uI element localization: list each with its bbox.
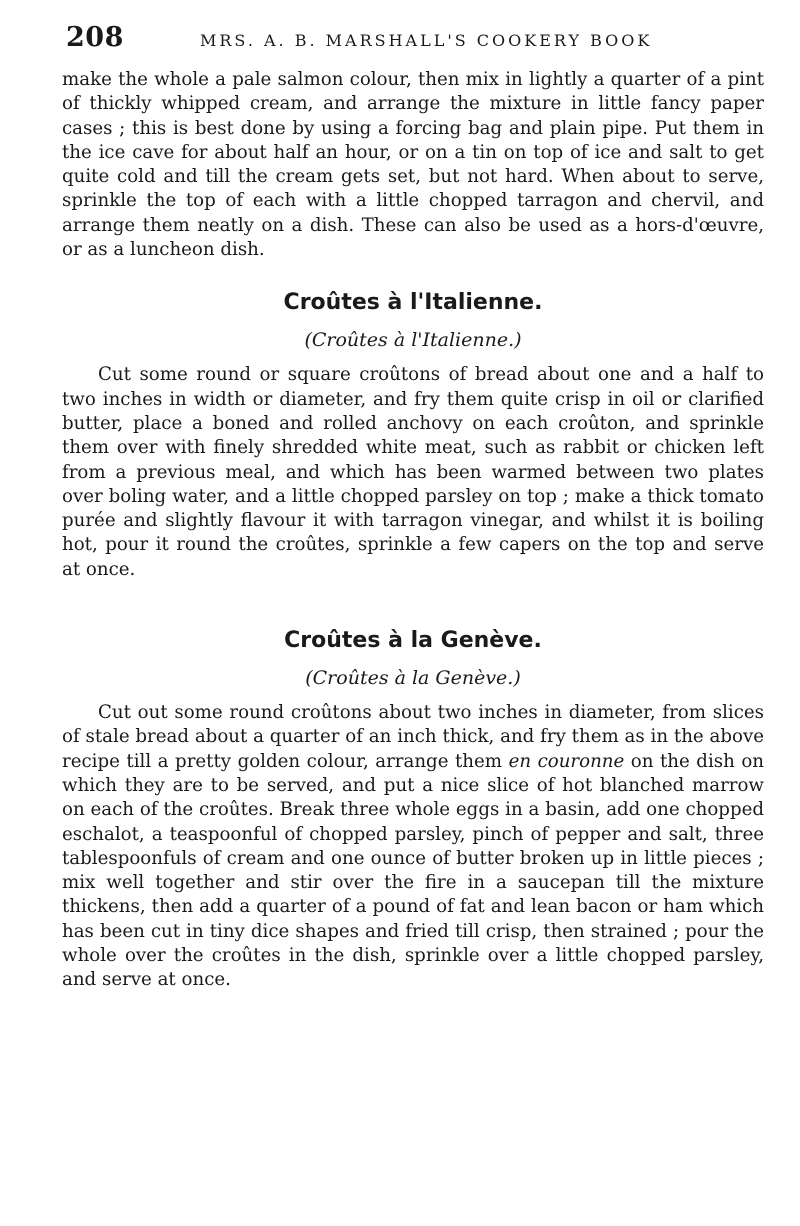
recipe-body: Cut some round or square croûtons of bread about one and a half to two inches in width or diameter, and fry them quite crisp in oil or clarified butter, place a boned and rolled anchovy on each croûton, and sprinkle them over with finely shredded white meat, such as rabbit or chicken left from a previous meal, and which has been warmed between two plates over boling water, and a little chopped parsley on top ; make a thick tomato purée and slightly flavour it with tarragon vinegar, and whilst it is boiling hot, pour it round the croûtes, sprinkle a few capers on the top and serve at once. [62, 364, 764, 580]
intro-paragraph: make the whole a pale salmon colour, then mix in lightly a quarter of a pint of thickly whipped cream, and arrange the mixture in little fancy paper cases ; this is best done by using a forcing bag and plain pipe. Put them in the ice cave for about half an hour, or on a tin on top of ice and salt to get quite cold and till the cream gets set, but not hard. When about to serve, sprinkle the top of each with a little chopped tarragon and chervil, and arrange them neatly on a dish. These can also be used as a hors-d'œuvre, or as a luncheon dish. [62, 69, 764, 261]
page-number: 208 [66, 22, 124, 53]
recipe-body-part: Cut out some round croûtons about two inches in diameter, from slices of stale bread about a quarter of an inch thick, and fry them as in the above recipe till a pretty golden colour, arrange them [62, 702, 764, 772]
recipe-title: Croûtes à la Genève. [284, 628, 542, 654]
running-head [62, 22, 764, 62]
recipe-subtitle: (Croûtes à l'Italienne.) [304, 329, 522, 352]
recipe-subtitle: (Croûtes à la Genève.) [305, 667, 521, 690]
recipe-body [62, 701, 764, 993]
recipe-body-italic: en couronne [508, 750, 625, 772]
recipe-title: Croûtes à l'Italienne. [283, 290, 543, 316]
recipe-croutes-geneve [62, 628, 764, 993]
book-title: MRS. A. B. MARSHALL'S COOKERY BOOK [200, 31, 653, 50]
book-page [62, 22, 764, 993]
recipe-body-part: on the dish on which they are to be served, and put a nice slice of hot blanched marrow on each of the croûtes. Break three whole eggs in a basin, add one chopped eschalot, a teaspoonful of chopped parsley, pinch of pepper and salt, three tablespoonfuls of cream and one ounce of butter broken up in little pieces ; mix well together and stir over the fire in a saucepan till the mixture thickens, then add a quarter of a pound of fat and lean bacon or ham which has been cut in tiny dice shapes and fried till crisp, then strained ; pour the whole over the croûtes in the dish, sprinkle over a little chopped parsley, and serve at once. [62, 750, 765, 991]
recipe-croutes-italienne [62, 290, 764, 582]
